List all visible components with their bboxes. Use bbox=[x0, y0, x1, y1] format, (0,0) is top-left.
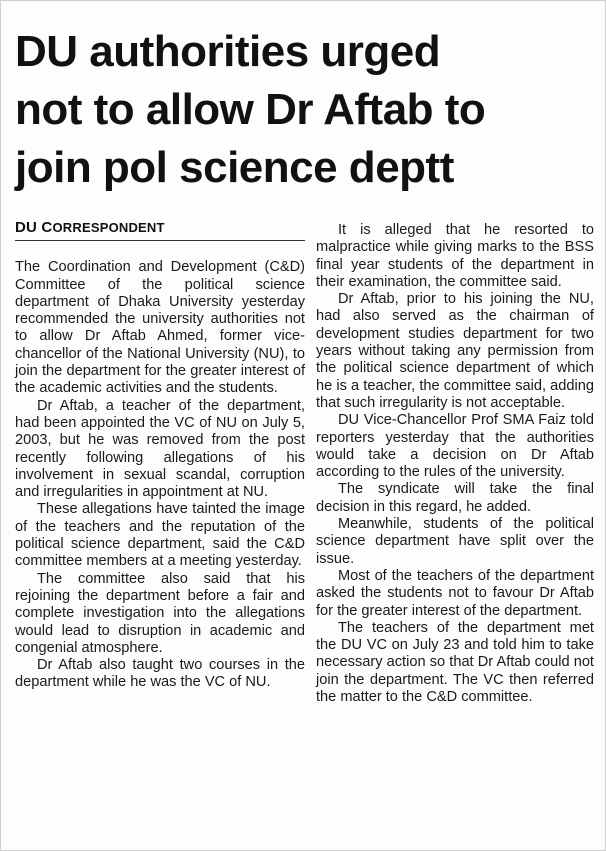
article-paragraph: The committee also said that his rejoining the department before a fair and complete investigation into the allegations would lead to disruption in academic and congenial atmosphere. bbox=[15, 570, 305, 656]
article-paragraph: The syndicate will take the final decision in this regard, he added. bbox=[316, 481, 594, 515]
article-paragraph: Dr Aftab, a teacher of the department, had been appointed the VC of NU on July 5, 2003, but he was removed from the post recently following allegations of his involvement in sexual scandal, corruption and irregularities in appointment at NU. bbox=[15, 397, 305, 501]
article-paragraph: Meanwhile, students of the political science department have split over the issue. bbox=[316, 516, 594, 567]
byline-rest: ORRESPONDENT bbox=[52, 220, 165, 235]
article-paragraph: Dr Aftab, prior to his joining the NU, had also served as the chairman of development studies department for two years without taking any permission from the political science department of which he is a teacher, the committee said, adding that such irregularity is not acceptable. bbox=[316, 291, 594, 411]
headline bbox=[15, 23, 595, 197]
article-paragraph: The Coordination and Development (C&D) Committee of the political science department of Dhaka University yesterday recommended the university authorities not to allow Dr Aftab Ahmed, former vice-chancellor of the National University (NU), to join the department for the greater interest of the academic activities and the students. bbox=[15, 259, 305, 397]
byline bbox=[15, 219, 305, 241]
right-column bbox=[316, 222, 594, 706]
article-paragraph: Dr Aftab also taught two courses in the department while he was the VC of NU. bbox=[15, 657, 305, 691]
article-paragraph: DU Vice-Chancellor Prof SMA Faiz told reporters yesterday that the authorities would take a decision on Dr Aftab according to the rules of the university. bbox=[316, 412, 594, 481]
left-column bbox=[15, 219, 305, 692]
byline-initial: DU C bbox=[15, 219, 53, 236]
article-paragraph: The teachers of the department met the DU VC on July 23 and told him to take necessary action so that Dr Aftab could not join the department. The VC then referred the matter to the C&D committee. bbox=[316, 619, 594, 706]
headline-line-1: DU authorities urged bbox=[15, 27, 441, 76]
headline-line-2: not to allow Dr Aftab to bbox=[15, 85, 486, 134]
article-paragraph: Most of the teachers of the department asked the students not to favour Dr Aftab for the greater interest of the department. bbox=[316, 567, 594, 619]
article-paragraph: It is alleged that he resorted to malpractice while giving marks to the BSS final year students of the department in their examination, the committee said. bbox=[316, 222, 594, 290]
headline-line-3: join pol science deptt bbox=[15, 143, 454, 192]
article-paragraph: These allegations have tainted the image of the teachers and the reputation of the political science department, said the C&D committee members at a meeting yesterday. bbox=[15, 501, 305, 570]
